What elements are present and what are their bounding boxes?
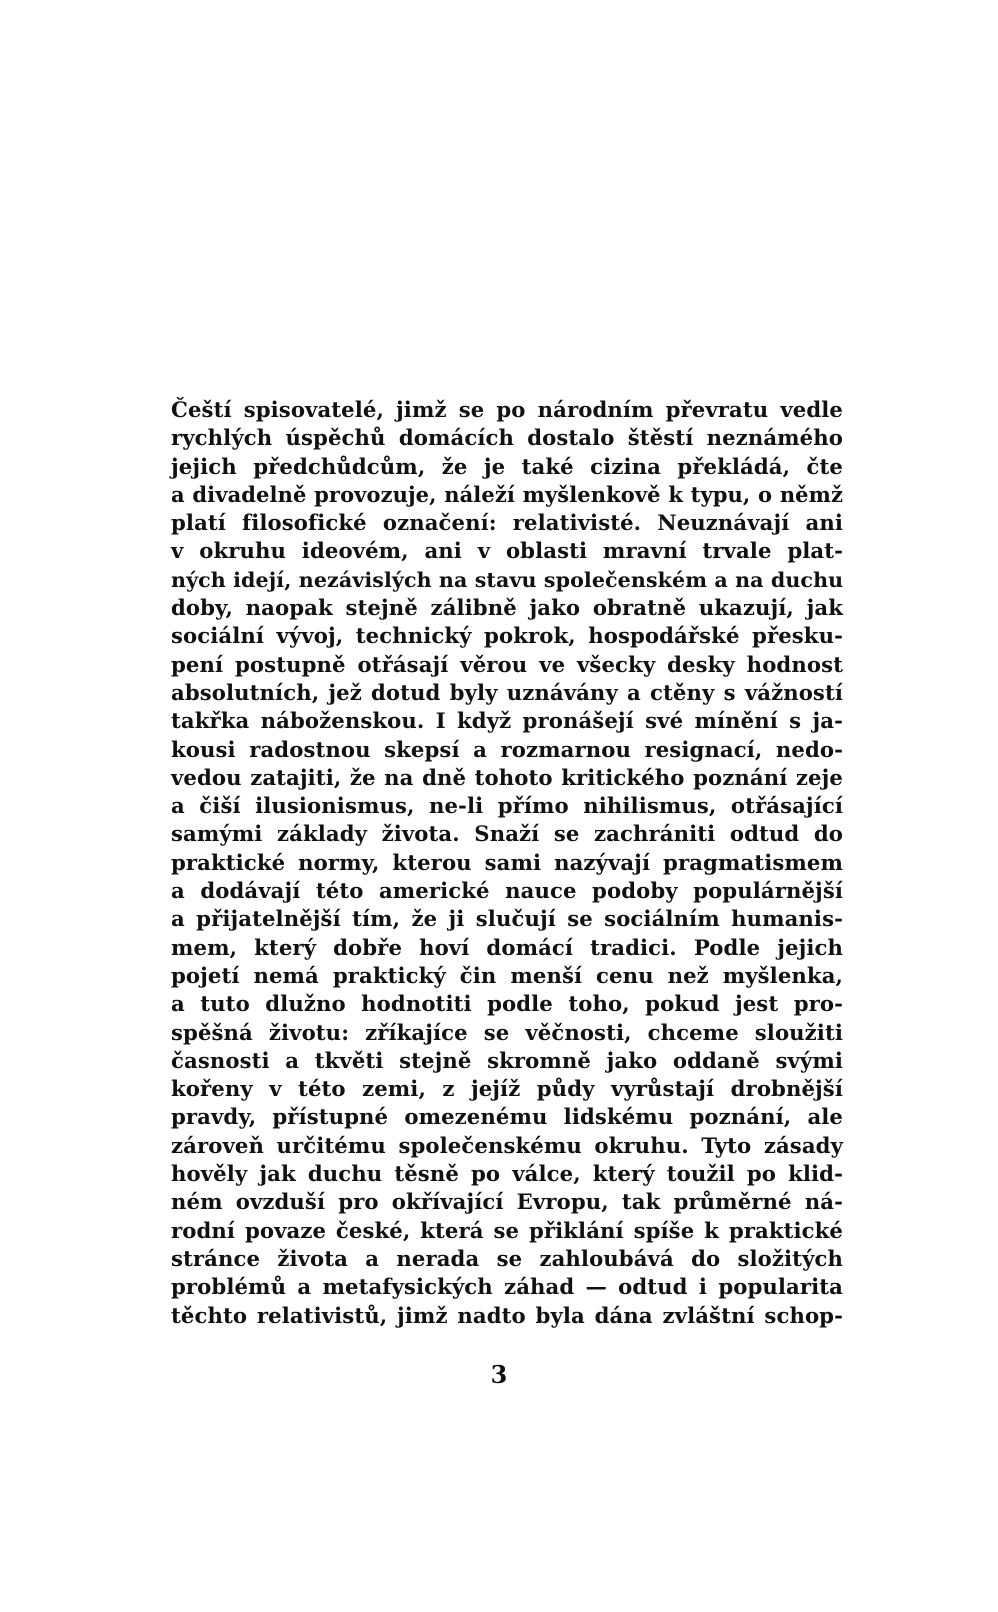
text-line: v okruhu ideovém, ani v oblasti mravní trvale plat- (171, 538, 843, 564)
text-line: pojetí nemá praktický čin menší cenu než myšlenka, (171, 962, 843, 988)
page-number: 3 (490, 1360, 508, 1389)
text-line: jejich předchůdcům, že je také cizina překládá, čte (171, 453, 843, 479)
text-line: a čiší ilusionismus, ne-li přímo nihilismus, otřásající (171, 793, 843, 819)
text-line: kousi radostnou skepsí a rozmarnou resignací, nedo- (171, 736, 843, 762)
text-line: takřka náboženskou. I když pronášejí své mínění s ja- (171, 708, 843, 734)
text-line: zároveň určitému společenskému okruhu. Tyto zásady (171, 1132, 843, 1158)
text-line: pravdy, přístupné omezenému lidskému poznání, ale (171, 1104, 843, 1130)
text-line: ných idejí, nezávislých na stavu společenském a na duchu (171, 567, 844, 592)
text-line: problémů a metafysických záhad — odtud i popularita (171, 1274, 843, 1300)
text-line: časnosti a tkvěti stejně skromně jako oddaně svými (171, 1047, 843, 1073)
text-line: praktické normy, kterou sami nazývají pragmatismem (171, 849, 843, 875)
text-line: Čeští spisovatelé, jimž se po národním převratu vedle (171, 397, 843, 422)
text-line: stránce života a nerada se zahloubává do složitých (171, 1245, 843, 1271)
text-line: a divadelně provozuje, náleží myšlenkově k typu, o němž (171, 481, 843, 507)
text-line: kořeny v této zemi, z jejíž půdy vyrůstají drobnější (171, 1076, 843, 1102)
text-line: vedou zatajiti, že na dně tohoto kritického poznání zeje (171, 764, 843, 790)
text-line: rodní povaze české, která se přiklání spíše k praktické (171, 1217, 843, 1243)
text-line: mem, který dobře hoví domácí tradici. Podle jejich (171, 934, 843, 960)
text-line: pení postupně otřásají věrou ve všecky desky hodnost (171, 651, 843, 677)
text-line: těchto relativistů, jimž nadto byla dána zvláštní schop- (171, 1302, 843, 1328)
text-line: a tuto dlužno hodnotiti podle toho, pokud jest pro- (171, 991, 843, 1017)
text-line: platí filosofické označení: relativisté. Neuznávají ani (171, 510, 843, 536)
text-line: a přijatelnější tím, že ji slučují se sociálním humanis- (171, 906, 843, 932)
text-line: rychlých úspěchů domácích dostalo štěstí neznámého (171, 425, 843, 451)
text-line: sociální vývoj, technický pokrok, hospodářské přesku- (171, 623, 843, 649)
body-paragraph (171, 396, 843, 1330)
text-line: hověly jak duchu těsně po válce, který toužil po klid- (171, 1161, 843, 1187)
text-line: samými základy života. Snaží se zachrániti odtud do (171, 821, 843, 847)
text-line: doby, naopak stejně zálibně jako obratně ukazují, jak (171, 595, 843, 621)
text-line: spěšná životu: zříkajíce se věčnosti, chceme sloužiti (171, 1019, 843, 1045)
text-line: ném ovzduší pro okřívající Evropu, tak průměrné ná- (171, 1189, 843, 1215)
text-line: a dodávají této americké nauce podoby populárnější (171, 878, 843, 904)
text-line: absolutních, jež dotud byly uznávány a ctěny s vážností (171, 679, 843, 705)
